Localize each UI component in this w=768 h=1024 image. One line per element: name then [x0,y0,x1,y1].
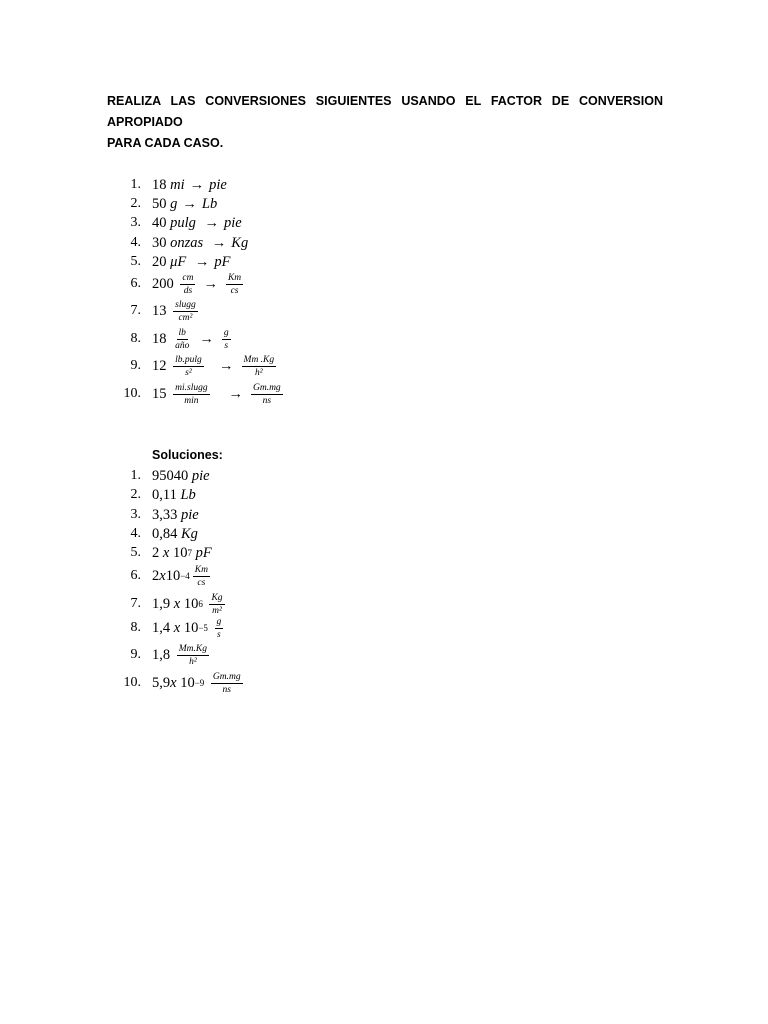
quantity: 18 [152,330,167,347]
unit-to: pF [214,253,231,270]
unit-to: Lb [201,195,218,212]
numerator: cm [182,272,194,283]
quantity: 15 [152,385,167,402]
item-number: 1. [130,177,141,192]
unit-to: pie [209,176,227,193]
numerator: Mm .Kg [243,354,275,365]
quantity: 50 [152,195,167,212]
result-unit-fraction [193,565,210,588]
denominator: s [217,629,221,640]
item-number: 3. [130,507,141,522]
quantity: 30 [152,234,167,251]
numerator: lb [178,327,186,338]
arrow-icon: → [189,176,205,193]
item-number: 2. [130,196,141,211]
times-sign: x [170,674,177,691]
quantity: 200 [152,275,174,292]
fraction-from [173,300,198,323]
result-mantissa: 2 [152,544,160,561]
fraction-from [173,328,191,351]
arrow-icon: → [208,234,227,251]
result-value: 95040 [152,467,189,484]
result-value: 1,8 [152,646,171,663]
result-mantissa: 1,9 [152,595,171,612]
numerator: Gm.mg [212,671,241,682]
quantity: 13 [152,302,167,319]
item-number: 6. [130,276,141,291]
item-number: 10. [123,675,141,690]
document-page: REALIZA LAS CONVERSIONES SIGUIENTES USANDO EL FACTOR DE CONVERSION APROPIADO PARA CADA CASO. 1. 18 mi → pie 2. 50 g → Lb 3. 40 pulg → pie 4. 30 onzas → Kg 5. 20 μF → pF 6. 200 $\frac{cm}{ds}$ → $\frac{Km}{cs}$ 7. 13 $\frac{\text{slugg}}{\text{cm²}}$ 8. 18 $\frac{lb}{\text{año}}$ → $\frac{g}{s}$ 9. 12 $\frac{lb.pulg}{\text{s²}}$ → $\frac{Mm .Kg}{\text{h²}}$ 10. 15 $\frac{\text{mi.slugg}}{\min}$ → $\frac{Gm.mg}{ns}$ Soluciones: 1. 95040 pie 2. 0,11 Lb 3. 3,33 pie 4. 0,84 Kg 5. 2 x 10 7 pF 6. 2 x 10 −4 $\frac{Km}{cs}$ 7. 1,9 x 10 6 $\frac{Kg}{\text{m²}}$ 8. 1,4 x 10 −5 $\frac{g}{s}$ 9. 1,8 $\frac{Mm.Kg}{\text{h²}}$ 10. 5,9 x 10 −9 $\frac{Gm.mg}{ns}$ [0,0,768,1024]
fraction-from [173,383,209,406]
result-unit: pie [191,467,210,484]
item-number: 2. [130,487,141,502]
result-unit-fraction [209,593,224,616]
result-base: 10 [172,544,188,561]
denominator: ns [262,395,272,406]
denominator: s [224,340,229,351]
result-value: 3,33 [152,506,178,523]
result-base: 10 [165,567,181,584]
times-sign: x [159,567,166,584]
times-sign: x [173,595,181,612]
item-number: 1. [130,468,141,483]
arrow-icon: → [199,330,214,347]
title-line-1: REALIZA LAS CONVERSIONES SIGUIENTES USANDO EL FACTOR DE CONVERSION APROPIADO [107,94,663,129]
result-value: 0,11 [152,486,177,503]
unit-from: μF [170,253,187,270]
arrow-icon: → [203,275,218,292]
item-number: 6. [130,568,141,583]
times-sign: x [162,544,170,561]
result-unit: Lb [180,486,196,503]
item-number: 4. [130,235,141,250]
result-mantissa: 1,4 [152,619,171,636]
unit-to: pie [224,214,242,231]
numerator: slugg [175,299,196,310]
item-number: 8. [130,620,141,635]
result-unit: pie [181,506,199,523]
arrow-icon: → [217,385,243,402]
unit-to: Kg [231,234,249,251]
times-sign: x [173,619,181,636]
denominator: h² [189,656,197,667]
denominator: cs [197,577,206,588]
fraction-to [222,328,231,351]
page-title [107,91,663,154]
numerator: Km [227,272,242,283]
denominator: ds [183,285,193,296]
arrow-icon: → [191,253,210,270]
quantity: 18 [152,176,167,193]
numerator: mi.slugg [175,382,208,393]
result-base: 10 [183,595,199,612]
arrow-icon: → [182,195,197,212]
item-number: 10. [123,386,141,401]
unit-from: pulg [170,214,196,231]
item-number: 8. [130,331,141,346]
title-line-2: PARA CADA CASO. [107,136,224,150]
item-number: 9. [130,647,141,662]
result-unit-fraction [215,617,224,640]
item-number: 5. [130,254,141,269]
numerator: Km [194,564,208,575]
numerator: Gm.mg [252,382,281,393]
fraction-to [242,355,277,378]
numerator: Mm.Kg [178,643,207,654]
denominator: cs [230,285,239,296]
item-number: 4. [130,526,141,541]
unit-from: mi [170,176,185,193]
quantity: 40 [152,214,167,231]
unit-from: onzas [170,234,204,251]
item-number: 3. [130,215,141,230]
denominator: año [175,340,190,351]
quantity: 12 [152,357,167,374]
denominator: m² [212,605,222,616]
denominator: h² [255,367,263,378]
arrow-icon: → [200,214,220,231]
fraction-to [251,383,283,406]
denominator: ns [222,684,231,695]
denominator: s² [185,367,192,378]
item-number: 7. [130,596,141,611]
denominator: min [184,395,199,406]
item-number: 5. [130,545,141,560]
numerator: lb.pulg [175,354,202,365]
result-unit: pF [195,544,212,561]
arrow-icon: → [211,357,234,374]
result-unit-fraction [211,672,243,695]
solutions-heading: Soluciones: [152,448,223,462]
fraction-from [180,273,195,296]
numerator: g [216,616,222,627]
result-mantissa: 2 [152,567,160,584]
unit-from: g [170,195,178,212]
numerator: g [223,327,229,338]
result-value: 0,84 [152,525,178,542]
result-base: 10 [183,619,199,636]
result-unit-fraction [177,644,209,667]
fraction-from [173,355,204,378]
item-number: 9. [130,358,141,373]
item-number: 7. [130,303,141,318]
numerator: Kg [211,592,223,603]
result-unit: Kg [181,525,198,542]
denominator: cm² [178,312,193,323]
result-base: 10 [180,674,195,691]
result-mantissa: 5,9 [152,674,171,691]
quantity: 20 [152,253,167,270]
fraction-to [226,273,243,296]
